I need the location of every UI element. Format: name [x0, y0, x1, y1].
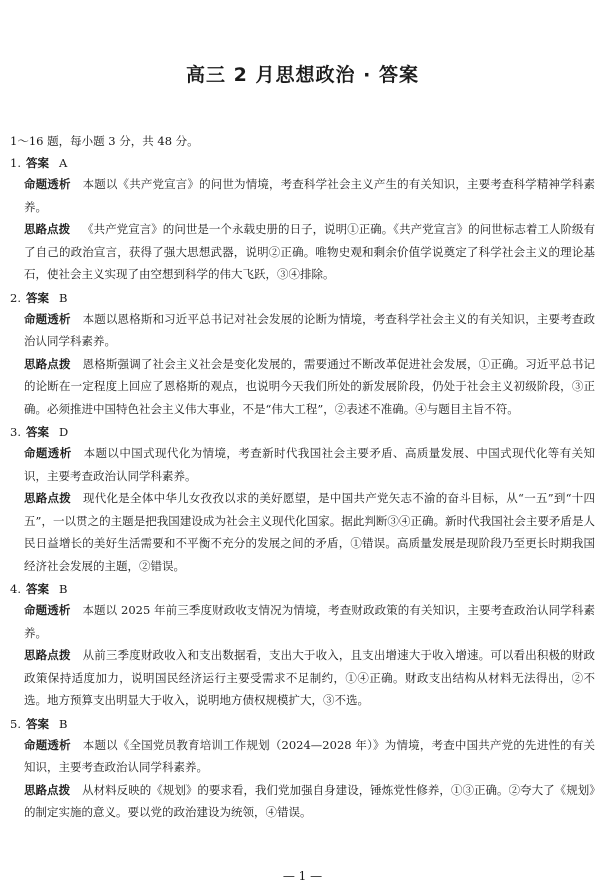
hint-label: 思路点拨 [24, 782, 71, 797]
question-number: 3. [10, 425, 21, 439]
hint-text: 《共产党宣言》的问世是一个永载史册的日子，说明①正确。《共产党宣言》的问世标志着工人阶级有了自己的政治宣言，获得了强大思想武器，说明②正确。唯物史观和剩余价值学说奠定了科学社会主义的理论基石，使社会主义实现了由空想到科学的伟大飞跃，③④排除。 [24, 222, 595, 281]
page-title: 高三 2 月思想政治 · 答案 [186, 64, 419, 86]
answer-label: 答案 [26, 716, 49, 731]
analysis-paragraph [24, 599, 595, 644]
hint-text: 现代化是全体中华儿女孜孜以求的美好愿望，是中国共产党矢志不渝的奋斗目标，从“一五”到“十四五”，一以贯之的主题是把我国建设成为社会主义现代化国家。据此判断③④正确。新时代我国社会主要矛盾是人民日益增长的美好生活需要和不平衡不充分的发展之间的矛盾，①错误。高质量发展是现阶段乃至更长时期我国经济社会发展的主题，②错误。 [24, 491, 595, 573]
analysis-label: 命题透析 [24, 603, 71, 617]
answer-label: 答案 [26, 582, 49, 596]
hint-text: 从材料反映的《规划》的要求看，我们党加强自身建设，锤炼党性修养，①③正确。②夸大了《规划》的制定实施的意义。要以党的政治建设为统领，④错误。 [24, 782, 595, 819]
hint-paragraph [24, 779, 595, 824]
question-number: 2. [10, 290, 21, 305]
hint-label: 思路点拨 [24, 648, 71, 662]
hint-label: 思路点拨 [24, 356, 71, 371]
answer-choice: B [59, 716, 68, 731]
answer-content [10, 131, 595, 824]
answer-line [10, 288, 595, 308]
analysis-label: 命题透析 [24, 177, 71, 191]
hint-label: 思路点拨 [24, 491, 72, 505]
answer-label: 答案 [26, 156, 49, 170]
answer-line [10, 579, 595, 599]
question-number: 4. [10, 582, 21, 596]
hint-text: 从前三季度财政收入和支出数据看，支出大于收入，且支出增速大于收入增速。可以看出积极的财政政策保持适度加力，说明国民经济运行主要受需求不足制约，①④正确。财政支出结构从材料无法得出，②不选。地方预算支出明显大于收入，说明地方债权规模扩大，③不选。 [24, 648, 596, 707]
analysis-paragraph [24, 308, 595, 353]
question-number: 1. [10, 156, 21, 170]
question-number: 5. [10, 716, 21, 731]
question-2 [10, 288, 595, 421]
hint-label: 思路点拨 [24, 222, 71, 236]
question-1 [10, 153, 595, 286]
hint-paragraph [24, 218, 595, 286]
section-intro: 1～16 题，每小题 3 分，共 48 分。 [10, 134, 199, 148]
hint-paragraph [24, 487, 595, 577]
answer-choice: A [59, 156, 68, 170]
analysis-text: 本题以 2025 年前三季度财政收支情况为情境，考查财政政策的有关知识，主要考查政治认同学科素养。 [24, 603, 596, 640]
question-3 [10, 422, 595, 577]
analysis-paragraph [24, 734, 595, 779]
analysis-label: 命题透析 [24, 446, 72, 460]
analysis-label: 命题透析 [24, 737, 71, 752]
hint-paragraph [24, 353, 595, 421]
question-5 [10, 714, 595, 824]
answer-choice: B [59, 290, 68, 305]
answer-choice: D [59, 425, 69, 439]
question-list [10, 153, 595, 824]
answer-line [10, 422, 595, 442]
analysis-paragraph [24, 173, 595, 218]
answer-line [10, 153, 595, 173]
answer-label: 答案 [26, 290, 49, 305]
hint-paragraph [24, 644, 595, 712]
analysis-text: 本题以《全国党员教育培训工作规划（2024—2028 年）》为情境，考查中国共产党的先进性的有关知识，主要考查政治认同学科素养。 [24, 737, 596, 774]
question-4 [10, 579, 595, 712]
answer-choice: B [59, 582, 68, 596]
answer-label: 答案 [26, 425, 49, 439]
analysis-paragraph [24, 442, 595, 487]
answer-line [10, 714, 595, 734]
analysis-text: 本题以中国式现代化为情境，考查新时代我国社会主要矛盾、高质量发展、中国式现代化等有关知识，主要考查政治认同学科素养。 [24, 446, 595, 483]
page-number: — 1 — [282, 869, 323, 883]
analysis-text: 本题以《共产党宣言》的问世为情境，考查科学社会主义产生的有关知识，主要考查科学精神学科素养。 [24, 177, 596, 214]
analysis-label: 命题透析 [24, 311, 71, 326]
hint-text: 恩格斯强调了社会主义社会是变化发展的，需要通过不断改革促进社会发展，①正确。习近平总书记的论断在一定程度上回应了恩格斯的观点，也说明今天我们所处的新发展阶段，仍处于社会主义初级阶段，③正确。必须推进中国特色社会主义伟大事业，不是“伟大工程”，②表述不准确。④与题目主旨不符。 [24, 356, 596, 416]
analysis-text: 本题以恩格斯和习近平总书记对社会发展的论断为情境，考查科学社会主义的有关知识，主要考查政治认同学科素养。 [24, 311, 596, 348]
